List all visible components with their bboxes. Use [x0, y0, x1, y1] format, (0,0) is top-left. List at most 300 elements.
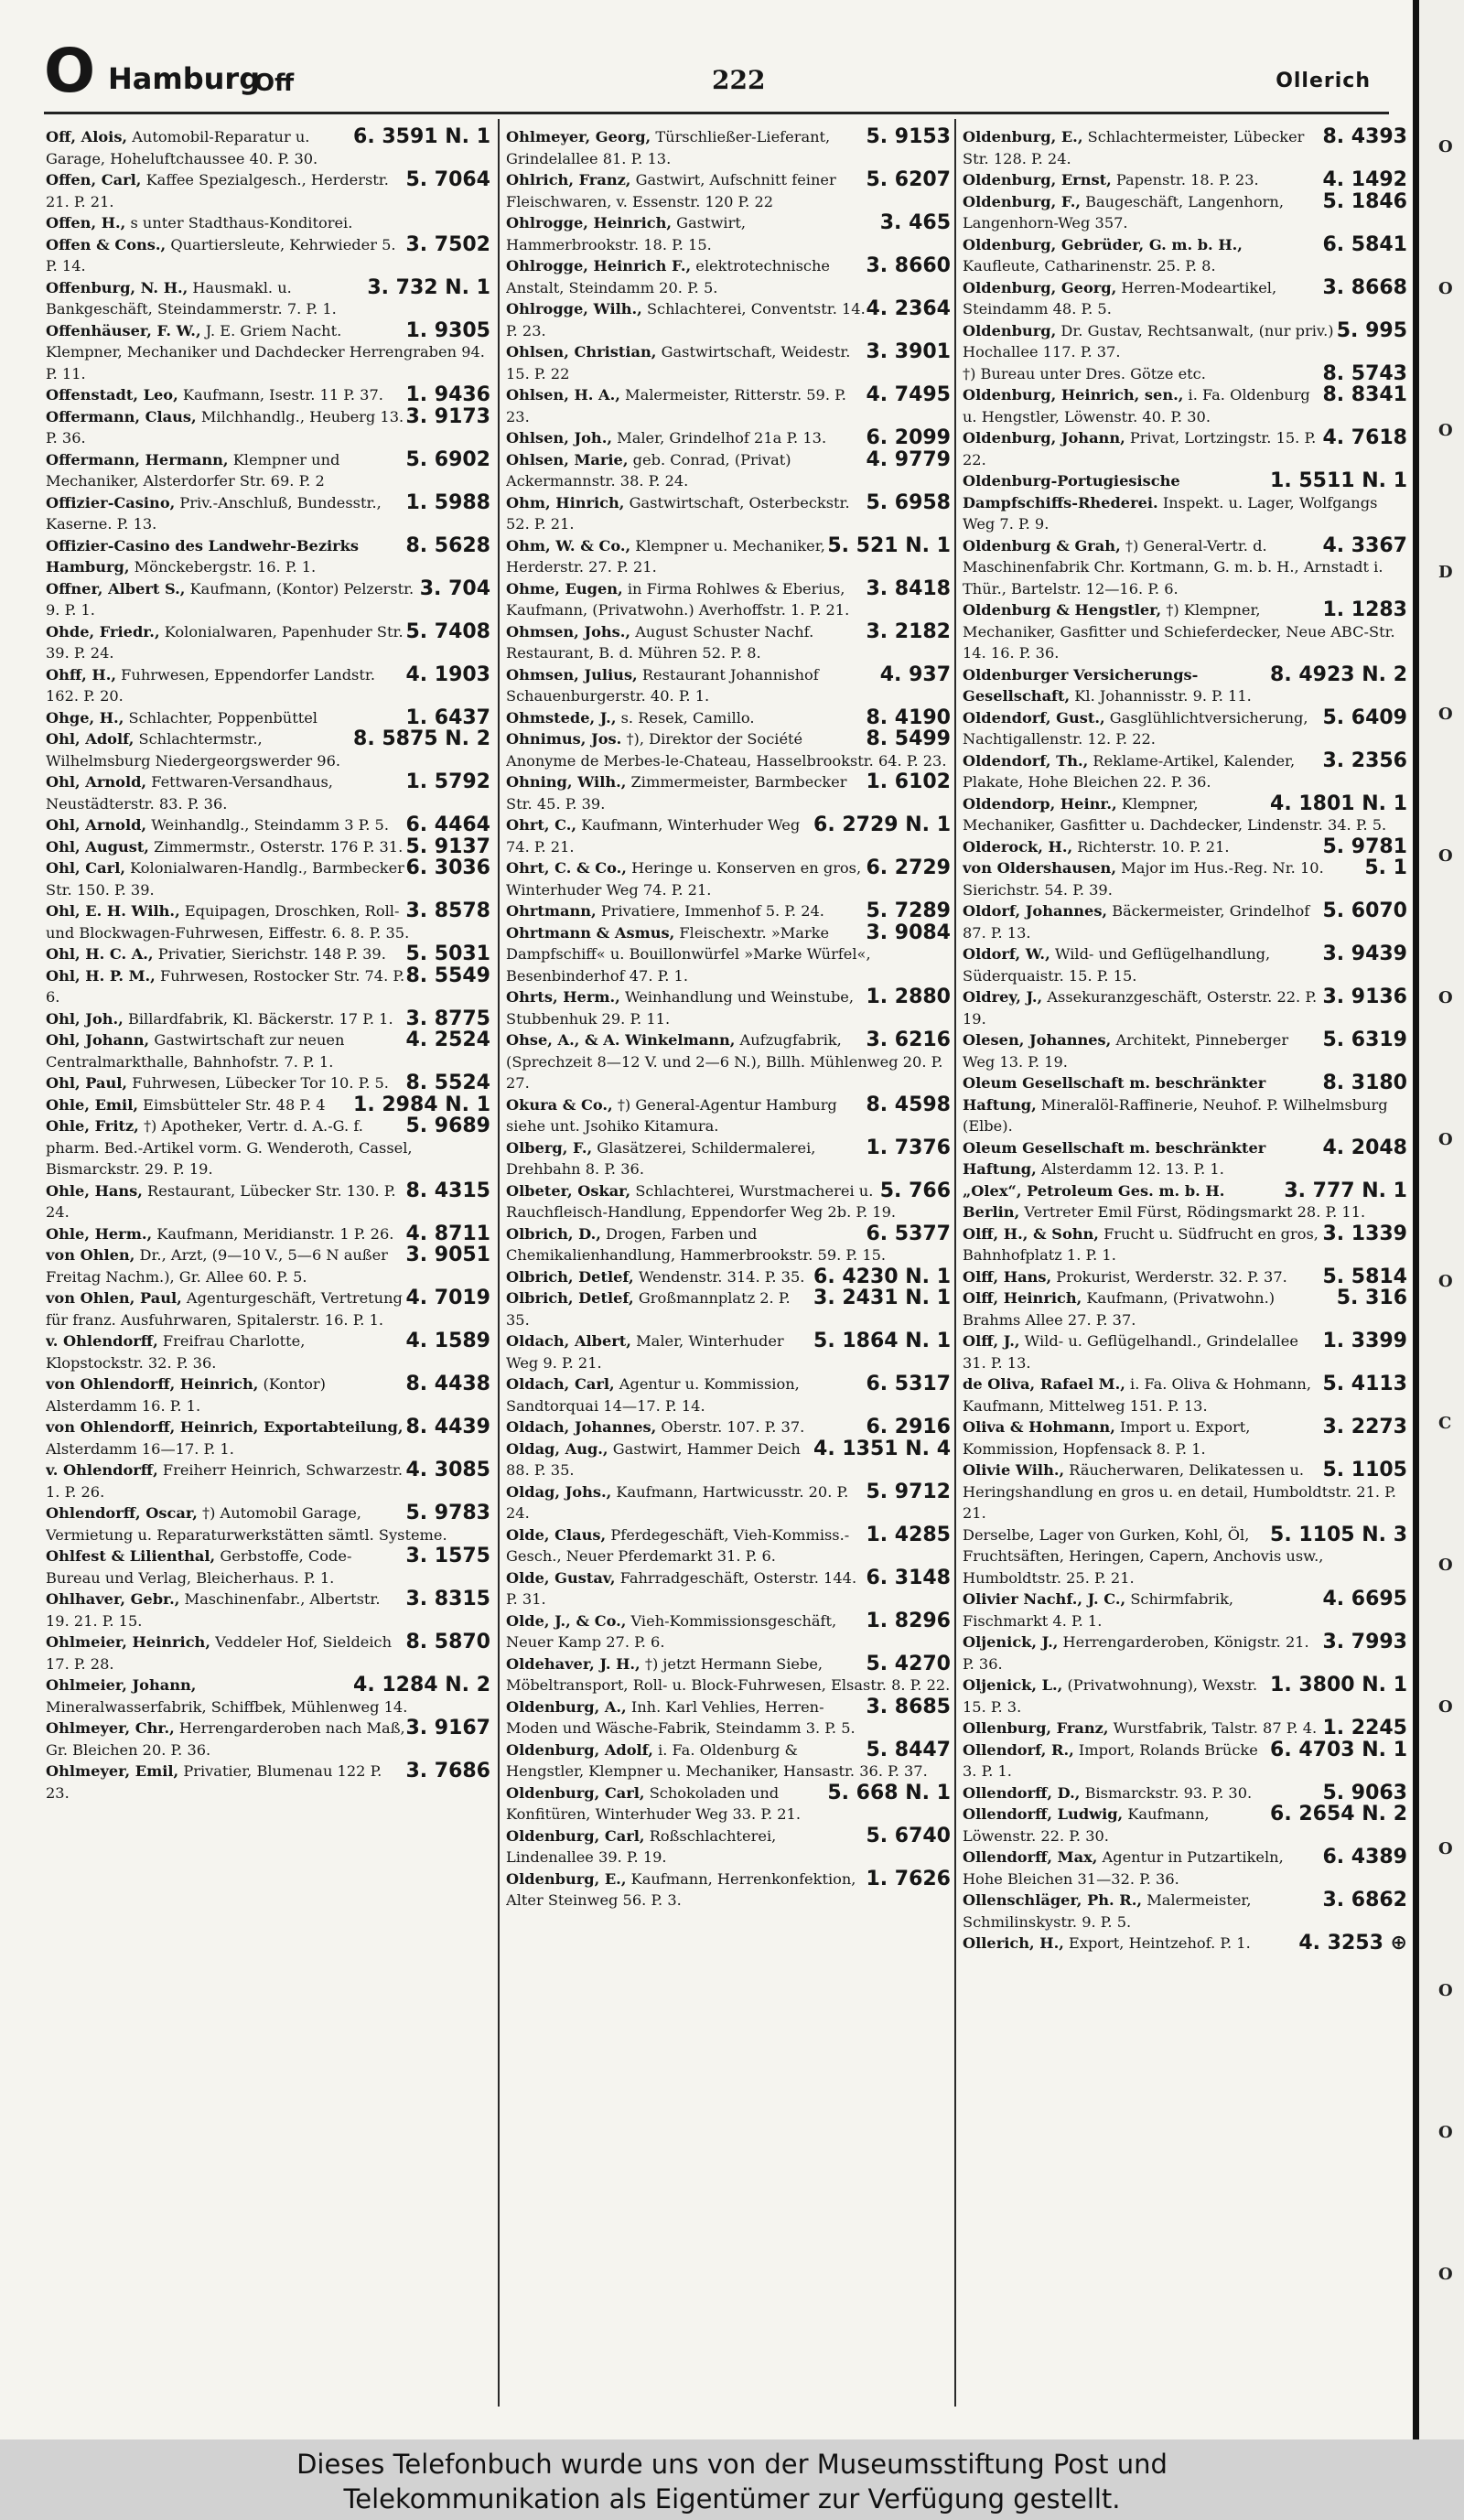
subscriber-details: Pferdegeschäft, Vieh-Kommiss.-Gesch., Neuer Pferdemarkt 31. P. 6.	[506, 1525, 850, 1565]
subscriber-details: †) Bureau unter Dres. Götze etc.	[963, 364, 1206, 382]
subscriber-name: Ohm, W. & Co.,	[506, 536, 631, 555]
listing-entry	[963, 1782, 1407, 1804]
subscriber-name: Ohle, Hans,	[46, 1181, 143, 1200]
subscriber-details: Hausmakl. u. Bankgeschäft, Steindammerstr. 7. P. 1.	[46, 278, 337, 318]
subscriber-details: Schokoladen und Konfitüren, Winterhuder Weg 33. P. 21.	[506, 1783, 801, 1823]
phone-number: 4. 7618	[1322, 426, 1407, 449]
listing-entry	[46, 1072, 490, 1094]
phone-number: 3. 8660	[866, 254, 951, 277]
phone-number: 4. 1284 N. 2	[353, 1674, 490, 1696]
listing-entry	[963, 1675, 1407, 1718]
phone-number: 6. 2916	[866, 1416, 951, 1438]
phone-number: 4. 7019	[405, 1287, 490, 1309]
subscriber-name: Oldendorp, Heinr.,	[963, 794, 1117, 813]
phone-number: 6. 2099	[866, 426, 951, 449]
listing-entry	[506, 1416, 951, 1438]
listing-entry	[506, 857, 951, 900]
subscriber-name: Ohlmeier, Heinrich,	[46, 1633, 210, 1651]
listing-entry	[506, 492, 951, 535]
footer-notice	[0, 2439, 1464, 2520]
subscriber-name: Olivier Nachf., J. C.,	[963, 1590, 1126, 1608]
subscriber-details: Derselbe, Lager von Gurken, Kohl, Öl, Fruchtsäften, Heringen, Capern, Anchovis usw., Humboldtstr. 25. P. 21.	[963, 1525, 1324, 1587]
subscriber-details: Privatier, Sierichstr. 148 P. 39.	[157, 945, 386, 963]
subscriber-name: von Ohlendorff, Heinrich,	[46, 1375, 259, 1393]
phone-number: 4. 1492	[1322, 168, 1407, 191]
subscriber-details: Mönckebergstr. 16. P. 1.	[134, 558, 317, 576]
column-divider	[954, 119, 956, 2407]
phone-number: 1. 7626	[866, 1867, 951, 1890]
phone-number: 8. 4439	[405, 1416, 490, 1438]
phone-number: 1. 1283	[1322, 598, 1407, 621]
subscriber-details: Agentur in Putzartikeln, Hohe Bleichen 31—32. P. 36.	[963, 1848, 1284, 1888]
subscriber-name: Ohlmeyer, Georg,	[506, 128, 651, 145]
listing-entry	[46, 621, 490, 664]
phone-number: 3. 7993	[1322, 1631, 1407, 1653]
subscriber-details: Baugeschäft, Langenhorn, Langenhorn-Weg 357.	[963, 192, 1284, 232]
subscriber-name: Oldenburg & Grah,	[963, 536, 1121, 555]
subscriber-name: Off, Alois,	[46, 128, 128, 145]
subscriber-name: Ohl, Carl,	[46, 859, 125, 877]
subscriber-name: Ohl, Arnold,	[46, 816, 147, 834]
subscriber-details: Schlachter, Poppenbüttel	[128, 708, 318, 727]
subscriber-name: Oleum Gesellschaft m. beschränkter Haftung,	[963, 1138, 1266, 1178]
subscriber-name: Olesen, Johannes,	[963, 1031, 1112, 1049]
edge-letter: C	[1438, 1414, 1452, 1433]
subscriber-details: Kolonialwaren-Handlg., Barmbecker Str. 150. P. 39.	[46, 859, 404, 899]
subscriber-details: Weinhandlg., Steindamm 3 P. 5.	[151, 816, 389, 834]
subscriber-details: Gastwirt, Aufschnitt feiner Fleischwaren, v. Essenstr. 120 P. 22	[506, 171, 836, 210]
listing-entry	[963, 427, 1407, 470]
phone-number: 5. 6740	[866, 1824, 951, 1847]
subscriber-details: Gastwirtschaft, Osterbeckstr. 52. P. 21.	[506, 493, 850, 533]
listing-entry	[963, 234, 1407, 277]
subscriber-name: Olbrich, Detlef,	[506, 1289, 634, 1307]
subscriber-name: Ohlrich, Franz,	[506, 171, 631, 188]
subscriber-name: Ohrt, C. & Co.,	[506, 859, 627, 877]
subscriber-name: Ohl, H. P. M.,	[46, 966, 156, 985]
phone-number: 5. 7408	[405, 619, 490, 643]
subscriber-name: Offermann, Hermann,	[46, 450, 229, 468]
phone-number: 3. 9051	[405, 1244, 490, 1266]
subscriber-name: Oldenburg,	[963, 321, 1057, 339]
phone-number: 6. 3591 N. 1	[353, 126, 490, 148]
subscriber-name: Olbrich, Detlef,	[506, 1267, 634, 1286]
listing-entry	[46, 900, 490, 943]
subscriber-name: Offenhäuser, F. W.,	[46, 321, 201, 339]
subscriber-name: Oljenick, J.,	[963, 1633, 1059, 1651]
subscriber-name: Ollendorff, Max,	[963, 1848, 1098, 1866]
phone-number: 8. 4393	[1322, 126, 1407, 148]
subscriber-details: Equipagen, Droschken, Roll- und Blockwagen-Fuhrwesen, Eiffestr. 6. 8. P. 35.	[46, 902, 410, 942]
subscriber-name: Olbeter, Oskar,	[506, 1181, 631, 1200]
subscriber-name: Oldorf, Johannes,	[963, 902, 1108, 920]
subscriber-details: Fettwaren-Versandhaus, Neustädterstr. 83. P. 36.	[46, 773, 333, 813]
listing-entry	[46, 320, 490, 385]
subscriber-details: Maschinenfabr., Albertstr. 19. 21. P. 15.	[46, 1590, 381, 1630]
subscriber-details: Drogen, Farben und Chemikalienhandlung, Hammerbrookstr. 59. P. 15.	[506, 1224, 887, 1264]
listing-entry	[46, 1459, 490, 1502]
subscriber-details: Agenturgeschäft, Vertretung für franz. Ausfuhrwaren, Spitalerstr. 16. P. 1.	[46, 1289, 403, 1329]
listing-entry	[46, 1588, 490, 1632]
phone-number: 8. 4438	[405, 1373, 490, 1395]
phone-number: 6. 3036	[405, 856, 490, 879]
listing-entry	[506, 664, 951, 707]
subscriber-details: Kaufleute, Catharinenstr. 25. P. 8.	[963, 257, 1216, 275]
subscriber-details: Gastwirtschaft, Weidestr. 15. P. 22	[506, 343, 851, 382]
listing-entry	[963, 986, 1407, 1029]
city-title: Hamburg	[108, 61, 261, 96]
subscriber-name: Ohmsen, Johs.,	[506, 622, 631, 641]
subscriber-details: Klempner und Mechaniker, Alsterdorfer Str. 69. P. 2	[46, 450, 340, 490]
phone-number: 4. 2364	[866, 297, 951, 320]
subscriber-name: Ohrtmann & Asmus,	[506, 923, 675, 942]
subscriber-details: Privatiere, Immenhof 5. P. 24.	[600, 902, 824, 920]
subscriber-details: Prokurist, Werderstr. 32. P. 37.	[1056, 1267, 1287, 1286]
phone-number: 8. 4315	[405, 1179, 490, 1202]
subscriber-details: Türschließer-Lieferant, Grindelallee 81. P. 13.	[506, 128, 831, 167]
subscriber-details: i. Fa. Oldenburg & Hengstler, Klempner u. Mechaniker, Hansastr. 36. P. 37.	[506, 1740, 928, 1780]
phone-number: 1. 9305	[405, 318, 490, 342]
subscriber-details: geb. Conrad, (Privat) Ackermannstr. 38. P. 24.	[506, 450, 791, 490]
subscriber-name: Ohlmeyer, Emil,	[46, 1762, 179, 1780]
phone-number: 3. 7502	[405, 232, 490, 256]
phone-number: 3. 2273	[1322, 1416, 1407, 1438]
subscriber-details: Richterstr. 10. P. 21.	[1077, 837, 1230, 856]
listing-entry	[963, 1804, 1407, 1847]
phone-number: 5. 766	[879, 1179, 951, 1202]
listing-entry	[963, 1890, 1407, 1933]
subscriber-name: Olivie Wilh.,	[963, 1461, 1065, 1479]
listing-entry	[506, 169, 951, 212]
range-start-keyword: Off	[254, 70, 295, 97]
subscriber-name: von Ohlen, Paul,	[46, 1289, 182, 1307]
listing-entry	[506, 1825, 951, 1868]
listing-entry	[506, 255, 951, 298]
phone-number: 8. 4598	[866, 1093, 951, 1116]
phone-number: 1. 9436	[405, 383, 490, 406]
listing-entry	[506, 922, 951, 987]
subscriber-details: Eimsbütteler Str. 48 P. 4	[143, 1095, 326, 1114]
phone-number: 3. 8668	[1322, 275, 1407, 299]
phone-number: 5. 9781	[1322, 835, 1407, 858]
subscriber-details: (Privatwohnung), Wexstr. 15. P. 3.	[963, 1676, 1258, 1716]
phone-number: 1. 5988	[405, 490, 490, 514]
subscriber-name: Ohle, Herm.,	[46, 1224, 153, 1243]
subscriber-details: Architekt, Pinneberger Weg 13. P. 19.	[963, 1031, 1289, 1071]
subscriber-name: Ohl, Joh.,	[46, 1009, 124, 1028]
subscriber-details: Dr., Arzt, (9—10 V., 5—6 N außer Freitag Nachm.), Gr. Allee 60. P. 5.	[46, 1246, 388, 1286]
subscriber-name: Ohle, Emil,	[46, 1095, 138, 1114]
listing-entry	[963, 1330, 1407, 1373]
subscriber-name: Oldorf, W.,	[963, 945, 1050, 963]
subscriber-details: Wurstfabrik, Talstr. 87 P. 4.	[1113, 1719, 1318, 1737]
phone-number: 3. 704	[419, 576, 490, 600]
phone-number: 6. 5317	[866, 1373, 951, 1395]
listing-entry	[506, 449, 951, 492]
phone-number: 5. 6409	[1322, 705, 1407, 729]
listing-entry	[506, 1180, 951, 1223]
listing-entry	[46, 126, 490, 169]
phone-number: 4. 3085	[405, 1459, 490, 1481]
phone-number: 3. 8418	[866, 576, 951, 600]
subscriber-details: Mineralwasserfabrik, Schiffbek, Mühlenweg 14.	[46, 1697, 408, 1716]
listing-entry	[506, 814, 951, 857]
phone-number: 3. 465	[879, 211, 951, 234]
subscriber-name: Ollerich, H.,	[963, 1934, 1064, 1952]
subscriber-name: Ohlsen, Christian,	[506, 343, 657, 361]
phone-number: 5. 9689	[405, 1115, 490, 1137]
subscriber-details: Wild- und Geflügelhandlung, Süderquaistr. 15. P. 15.	[963, 945, 1271, 985]
phone-number: 6. 3148	[866, 1566, 951, 1589]
phone-number: 5. 9153	[866, 126, 951, 148]
phone-number: 3. 8578	[405, 899, 490, 922]
subscriber-details: Restaurant, Lübecker Str. 130. P. 24.	[46, 1181, 396, 1221]
listing-entry	[963, 1223, 1407, 1266]
subscriber-details: Restaurant Johannishof Schauenburgerstr. 40. P. 1.	[506, 665, 819, 705]
phone-number: 8. 4190	[866, 705, 951, 729]
listing-entry	[506, 1782, 951, 1825]
listing-entry	[963, 470, 1407, 535]
listing-entry	[506, 1287, 951, 1330]
edge-letter: O	[1438, 421, 1453, 440]
listing-entry	[963, 1718, 1407, 1739]
listing-column-2	[506, 126, 951, 2386]
subscriber-name: Olff, J.,	[963, 1332, 1020, 1350]
subscriber-name: Ohm, Hinrich,	[506, 493, 625, 512]
listing-entry	[506, 1481, 951, 1524]
listing-entry	[46, 212, 490, 234]
subscriber-name: Oldenburg, Johann,	[963, 429, 1125, 447]
phone-number: 3. 777 N. 1	[1284, 1179, 1407, 1202]
phone-number: 5. 1105 N. 3	[1270, 1523, 1407, 1546]
subscriber-name: Oldenburg, Adolf,	[506, 1740, 653, 1759]
edge-letter: O	[1438, 137, 1453, 156]
footer-line-2: Telekommunikation als Eigentümer zur Verfügung gestellt.	[343, 2483, 1121, 2515]
subscriber-details: Privatier, Blumenau 122 P. 23.	[46, 1762, 382, 1802]
listing-entry	[506, 707, 951, 729]
subscriber-name: de Oliva, Rafael M.,	[963, 1375, 1125, 1393]
subscriber-name: Ohlmeyer, Chr.,	[46, 1719, 175, 1737]
listing-entry	[963, 277, 1407, 320]
subscriber-details: Schlachtermeister, Lübecker Str. 128. P. 24.	[963, 128, 1305, 167]
edge-letter: O	[1438, 2123, 1453, 2142]
subscriber-details: Gerbstoffe, Code-Bureau und Verlag, Bleicherhaus. P. 1.	[46, 1547, 352, 1587]
phone-number: 3. 1339	[1322, 1222, 1407, 1245]
subscriber-details: Alsterdamm 12. 13. P. 1.	[1040, 1160, 1224, 1178]
phone-number: 4. 9779	[866, 447, 951, 471]
listing-entry	[506, 1739, 951, 1782]
subscriber-details: Roßschlachterei, Lindenallee 39. P. 19.	[506, 1826, 777, 1866]
listing-entry	[506, 1696, 951, 1739]
subscriber-details: Fleischextr. »Marke Dampfschiff« u. Bouillonwürfel »Marke Würfel«, Besenbinderhof 47. P. 1.	[506, 923, 871, 985]
listing-entry	[963, 750, 1407, 793]
subscriber-name: Oldach, Albert,	[506, 1332, 631, 1350]
phone-number: 1. 2245	[1322, 1717, 1407, 1739]
subscriber-details: †) General-Vertr. d. Maschinenfabrik Chr. Kortmann, G. m. b. H., Arnstadt i. Thür., Bartelstr. 12—16. P. 6.	[963, 536, 1383, 598]
listing-entry	[506, 1610, 951, 1653]
listing-entry	[506, 1868, 951, 1912]
subscriber-details: Quartiersleute, Kehrwieder 5. P. 14.	[46, 235, 396, 275]
phone-number: 4. 1801 N. 1	[1270, 792, 1407, 815]
subscriber-details: Agentur u. Kommission, Sandtorquai 14—17. P. 14.	[506, 1375, 800, 1415]
subscriber-details: Wendenstr. 314. P. 35.	[638, 1267, 805, 1286]
phone-number: 3. 6216	[866, 1028, 951, 1051]
phone-number: 4. 1903	[405, 662, 490, 686]
subscriber-name: Offenburg, N. H.,	[46, 278, 188, 296]
subscriber-details: Zimmermstr., Osterstr. 176 P. 31.	[154, 837, 404, 856]
subscriber-name: Ohlhaver, Gebr.,	[46, 1590, 180, 1608]
listing-entry	[963, 1266, 1407, 1288]
subscriber-details: Kaufmann, Hartwicusstr. 20. P. 24.	[506, 1482, 849, 1522]
phone-number: 3. 9173	[405, 404, 490, 428]
page-header	[44, 37, 1389, 106]
subscriber-name: v. Ohlendorff,	[46, 1461, 158, 1479]
listing-entry	[506, 1567, 951, 1610]
subscriber-name: Ohl, H. C. A.,	[46, 945, 154, 963]
phone-number: 3. 2431 N. 1	[813, 1287, 951, 1309]
listing-entry	[963, 191, 1407, 234]
subscriber-name: Olderock, H.,	[963, 837, 1073, 856]
subscriber-details: Klempner u. Mechaniker, Herderstr. 27. P. 21.	[506, 536, 825, 576]
subscriber-name: Oldendorf, Th.,	[963, 751, 1089, 770]
subscriber-details: elektrotechnische Anstalt, Steindamm 20. P. 5.	[506, 257, 830, 296]
listing-entry	[963, 1847, 1407, 1890]
subscriber-details: J. E. Griem Nacht. Klempner, Mechaniker und Dachdecker Herrengraben 94. P. 11.	[46, 321, 485, 382]
listing-entry	[506, 900, 951, 922]
listing-entry	[963, 1459, 1407, 1524]
subscriber-details: in Firma Rohlwes & Eberius, Kaufmann, (Privatwohn.) Averhoffstr. 1. P. 21.	[506, 579, 850, 619]
subscriber-details: Klempner, Mechaniker, Gasfitter u. Dachdecker, Lindenstr. 34. P. 5.	[963, 794, 1387, 834]
subscriber-name: Ohmsen, Julius,	[506, 665, 638, 684]
phone-number: 5. 9783	[405, 1502, 490, 1524]
phone-number: 6. 4230 N. 1	[813, 1265, 951, 1288]
subscriber-details: Export, Heintzehof. P. 1.	[1069, 1934, 1251, 1952]
phone-number: 1. 5792	[405, 770, 490, 793]
listing-entry	[46, 728, 490, 771]
subscriber-name: Oldag, Johs.,	[506, 1482, 612, 1501]
listing-entry	[46, 169, 490, 212]
header-divider	[44, 112, 1389, 114]
subscriber-name: Oldenburg & Hengstler,	[963, 601, 1162, 619]
subscriber-name: Oldenburg-Portugiesische Dampfschiffs-Rhederei.	[963, 472, 1180, 512]
phone-number: 1. 2984 N. 1	[353, 1093, 490, 1116]
subscriber-details: Kaufmann, (Kontor) Pelzerstr. 9. P. 1.	[46, 579, 414, 619]
listing-entry	[46, 943, 490, 965]
listing-entry	[46, 1115, 490, 1180]
listing-entry	[963, 1739, 1407, 1782]
subscriber-name: Oleum Gesellschaft m. beschränkter Haftung,	[963, 1074, 1266, 1114]
subscriber-details: Frucht u. Südfrucht en gros, Bahnhofplatz 1. P. 1.	[963, 1224, 1319, 1264]
subscriber-details: Kaffee Spezialgesch., Herderstr. 21. P. 21.	[46, 171, 389, 210]
listing-entry	[963, 1137, 1407, 1180]
subscriber-name: Ohnimus, Jos.	[506, 730, 622, 748]
phone-number: 8. 3180	[1322, 1072, 1407, 1094]
listing-entry	[46, 578, 490, 621]
listing-entry	[46, 535, 490, 578]
subscriber-name: Ohlrogge, Heinrich F.,	[506, 257, 692, 275]
listing-entry	[963, 943, 1407, 986]
edge-letter: O	[1438, 988, 1453, 1007]
phone-number: 5. 7064	[405, 168, 490, 191]
subscriber-details: Kolonialwaren, Papenhuder Str. 39. P. 24.	[46, 622, 404, 662]
listing-entry	[963, 1180, 1407, 1223]
subscriber-name: Ohlsen, Joh.,	[506, 429, 612, 447]
column-divider	[498, 119, 500, 2407]
subscriber-details: Mineralöl-Raffinerie, Neuhof. P. Wilhelmsburg (Elbe).	[963, 1095, 1388, 1135]
listing-entry	[506, 298, 951, 341]
listing-entry	[963, 320, 1407, 363]
listing-entry	[506, 1373, 951, 1416]
subscriber-name: Ohlrogge, Heinrich,	[506, 214, 673, 232]
phone-number: 1. 6437	[405, 705, 490, 729]
subscriber-details: Zimmermeister, Barmbecker Str. 45. P. 39.	[506, 773, 847, 813]
subscriber-name: Ohlsen, Marie,	[506, 450, 629, 468]
subscriber-name: Ohl, Arnold,	[46, 773, 147, 791]
subscriber-name: Ohle, Fritz,	[46, 1117, 139, 1135]
listing-entry	[506, 427, 951, 449]
subscriber-details: Automobil-Reparatur u. Garage, Hoheluftchaussee 40. P. 30.	[46, 128, 318, 167]
listing-entry	[46, 234, 490, 277]
phone-number: 4. 937	[879, 662, 951, 686]
subscriber-name: Oldenburg, Ernst,	[963, 171, 1112, 188]
subscriber-details: Glasätzerei, Schildermalerei, Drehbahn 8. P. 36.	[506, 1138, 816, 1178]
listing-column-3	[963, 126, 1407, 2386]
subscriber-name: Offen, H.,	[46, 214, 126, 232]
phone-number: 3. 9084	[866, 921, 951, 944]
subscriber-details: August Schuster Nachf. Restaurant, B. d. Mühren 52. P. 8.	[506, 622, 814, 662]
phone-number: 4. 6695	[1322, 1588, 1407, 1610]
listing-entry	[963, 836, 1407, 858]
listing-entry	[506, 126, 951, 169]
listing-entry	[963, 1029, 1407, 1072]
phone-number: 5. 521 N. 1	[827, 533, 951, 557]
listing-entry	[506, 535, 951, 578]
listing-entry	[506, 384, 951, 427]
phone-number: 3. 9439	[1322, 942, 1407, 965]
subscriber-details: Import, Rolands Brücke 3. P. 1.	[963, 1740, 1258, 1780]
edge-letter: O	[1438, 279, 1453, 298]
subscriber-details: Schirmfabrik, Fischmarkt 4. P. 1.	[963, 1590, 1234, 1630]
subscriber-name: Oldenburg, E.,	[506, 1869, 627, 1888]
phone-number: 5. 1	[1364, 856, 1407, 879]
subscriber-name: Ohff, H.,	[46, 665, 116, 684]
listing-entry	[963, 363, 1407, 385]
subscriber-name: Ohse, A., & A. Winkelmann,	[506, 1031, 736, 1049]
phone-number: 5. 6902	[405, 447, 490, 471]
edge-letter: O	[1438, 1981, 1453, 2000]
subscriber-details: Kaufmann, Meridianstr. 1 P. 26.	[156, 1224, 394, 1243]
phone-number: 4. 1351 N. 4	[813, 1437, 951, 1460]
subscriber-name: von Ohlen,	[46, 1246, 135, 1264]
subscriber-name: Oldehaver, J. H.,	[506, 1654, 640, 1673]
subscriber-name: Offenstadt, Leo,	[46, 386, 178, 404]
phone-number: 8. 5499	[866, 727, 951, 750]
listing-entry	[506, 1266, 951, 1288]
edge-letter: O	[1438, 846, 1453, 866]
subscriber-name: Offen, Carl,	[46, 171, 142, 188]
edge-letter: D	[1438, 563, 1453, 582]
phone-number: 5. 668 N. 1	[827, 1781, 951, 1804]
listing-entry	[46, 1094, 490, 1116]
subscriber-details: †), Direktor der Société Anonyme de Merbes-le-Chateau, Hasselbrookstr. 64. P. 23.	[506, 730, 947, 770]
subscriber-name: Oldrey, J.,	[963, 988, 1043, 1006]
subscriber-details: Schlachtermstr., Wilhelmsburg Niedergeorgswerder 96.	[46, 730, 341, 770]
phone-number: 4. 7495	[866, 383, 951, 406]
subscriber-name: Ollendorf, R.,	[963, 1740, 1074, 1759]
subscriber-details: Dr. Gustav, Rechtsanwalt, (nur priv.) Hochallee 117. P. 37.	[963, 321, 1334, 361]
listing-entry	[963, 1524, 1407, 1589]
subscriber-name: Oliva & Hohmann,	[963, 1418, 1115, 1436]
